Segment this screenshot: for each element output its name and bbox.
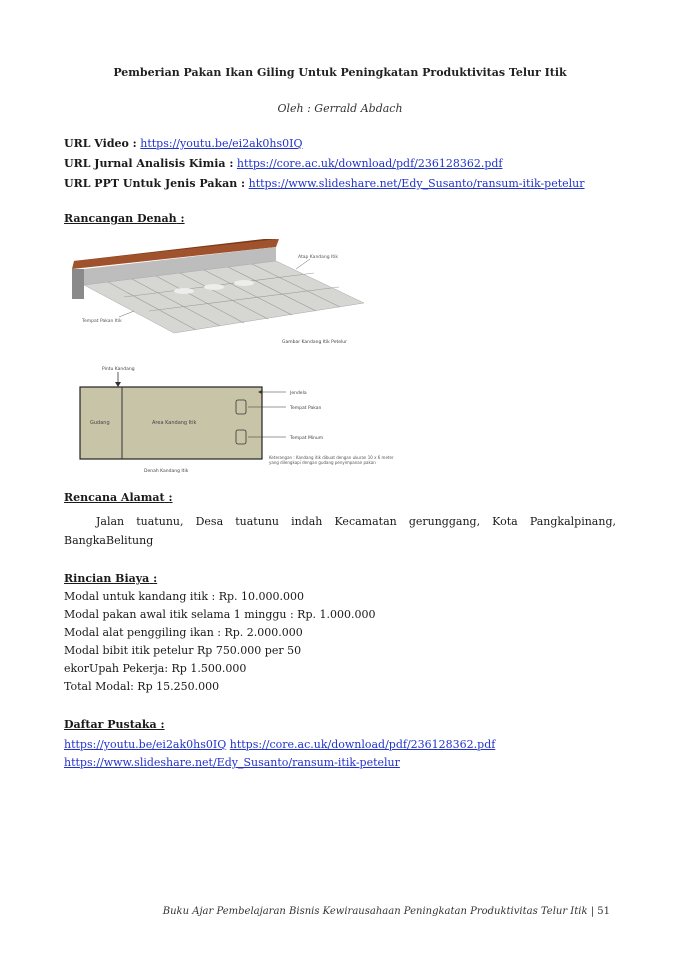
- cost-line: Modal alat penggiling ikan : Rp. 2.000.000: [64, 626, 303, 639]
- footer-book-title: Buku Ajar Pembelajaran Bisnis Kewirausahaan Peningkatan Produktivitas Telur Itik: [162, 906, 588, 917]
- floor-plan-note: Keterangan : Kandang itik dibuat dengan ukuran 10 x 6 meter yang dilengkapi dengan gudang penyimpanan pakan: [269, 455, 394, 465]
- url-video-line: [64, 137, 303, 150]
- url-journal-label: URL Jurnal Analisis Kimia :: [64, 157, 234, 170]
- cost-heading: Rincian Biaya :: [64, 572, 158, 585]
- floor-plan-legend-water: Tempat Minum: [290, 436, 324, 441]
- url-video-label: URL Video :: [64, 137, 137, 150]
- cost-line: Modal pakan awal itik selama 1 minggu : Rp. 1.000.000: [64, 608, 376, 621]
- barn-caption: Gambar Kandang Itik Petelur: [282, 340, 347, 345]
- cost-line: ekorUpah Pekerja: Rp 1.500.000: [64, 662, 247, 675]
- url-journal-link[interactable]: https://core.ac.uk/download/pdf/236128362.pdf: [236, 157, 503, 170]
- references-line-1: [64, 738, 495, 751]
- layout-heading: Rancangan Denah :: [64, 212, 185, 225]
- url-ppt-link[interactable]: https://www.slideshare.net/Edy_Susanto/ransum-itik-petelur: [248, 177, 585, 190]
- barn-label-roof: Atap Kandang Itik: [298, 255, 338, 260]
- address-heading: Rencana Alamat :: [64, 491, 173, 504]
- floor-plan-legend-window: Jendela: [290, 391, 307, 396]
- reference-link-video[interactable]: https://youtu.be/ei2ak0hs0IQ: [64, 738, 227, 751]
- page-footer: [60, 906, 610, 917]
- url-video-link[interactable]: https://youtu.be/ei2ak0hs0IQ: [140, 137, 303, 150]
- floor-plan-room-main: Area Kandang Itik: [152, 420, 197, 426]
- references-line-2: [64, 756, 400, 769]
- cost-total-line: Total Modal: Rp 15.250.000: [64, 680, 220, 693]
- url-journal-line: [64, 157, 502, 170]
- document-author: Oleh : Gerrald Abdach: [277, 102, 403, 115]
- barn-wall-left: [72, 269, 84, 299]
- barn-label-feeder: Tempat Pakan Itik: [82, 319, 122, 324]
- address-paragraph: Jalan tuatunu, Desa tuatunu indah Kecamatan gerunggang, Kota Pangkalpinang, BangkaBelitung: [64, 515, 616, 547]
- references-heading: Daftar Pustaka :: [64, 718, 165, 731]
- floor-plan-room-store: Gudang: [90, 420, 110, 426]
- page-number: | 51: [590, 906, 610, 917]
- cost-line: Modal bibit itik petelur Rp 750.000 per 50: [64, 644, 302, 657]
- floor-plan-caption: Denah Kandang Itik: [144, 469, 189, 474]
- url-ppt-line: [64, 177, 585, 190]
- floor-plan-label-door: Pintu Kandang: [102, 367, 135, 372]
- document-title: Pemberian Pakan Ikan Giling Untuk Peningkatan Produktivitas Telur Itik: [113, 66, 567, 79]
- floor-plan-diagram: [64, 362, 404, 484]
- reference-link-journal[interactable]: https://core.ac.uk/download/pdf/236128362.pdf: [229, 738, 496, 751]
- url-ppt-label: URL PPT Untuk Jenis Pakan :: [64, 177, 246, 190]
- reference-link-ppt[interactable]: https://www.slideshare.net/Edy_Susanto/ransum-itik-petelur: [64, 756, 400, 769]
- barn-illustration: [64, 233, 394, 348]
- cost-line: Modal untuk kandang itik : Rp. 10.000.000: [64, 590, 304, 603]
- floor-plan-legend-feeder: Tempat Pakan: [290, 406, 322, 411]
